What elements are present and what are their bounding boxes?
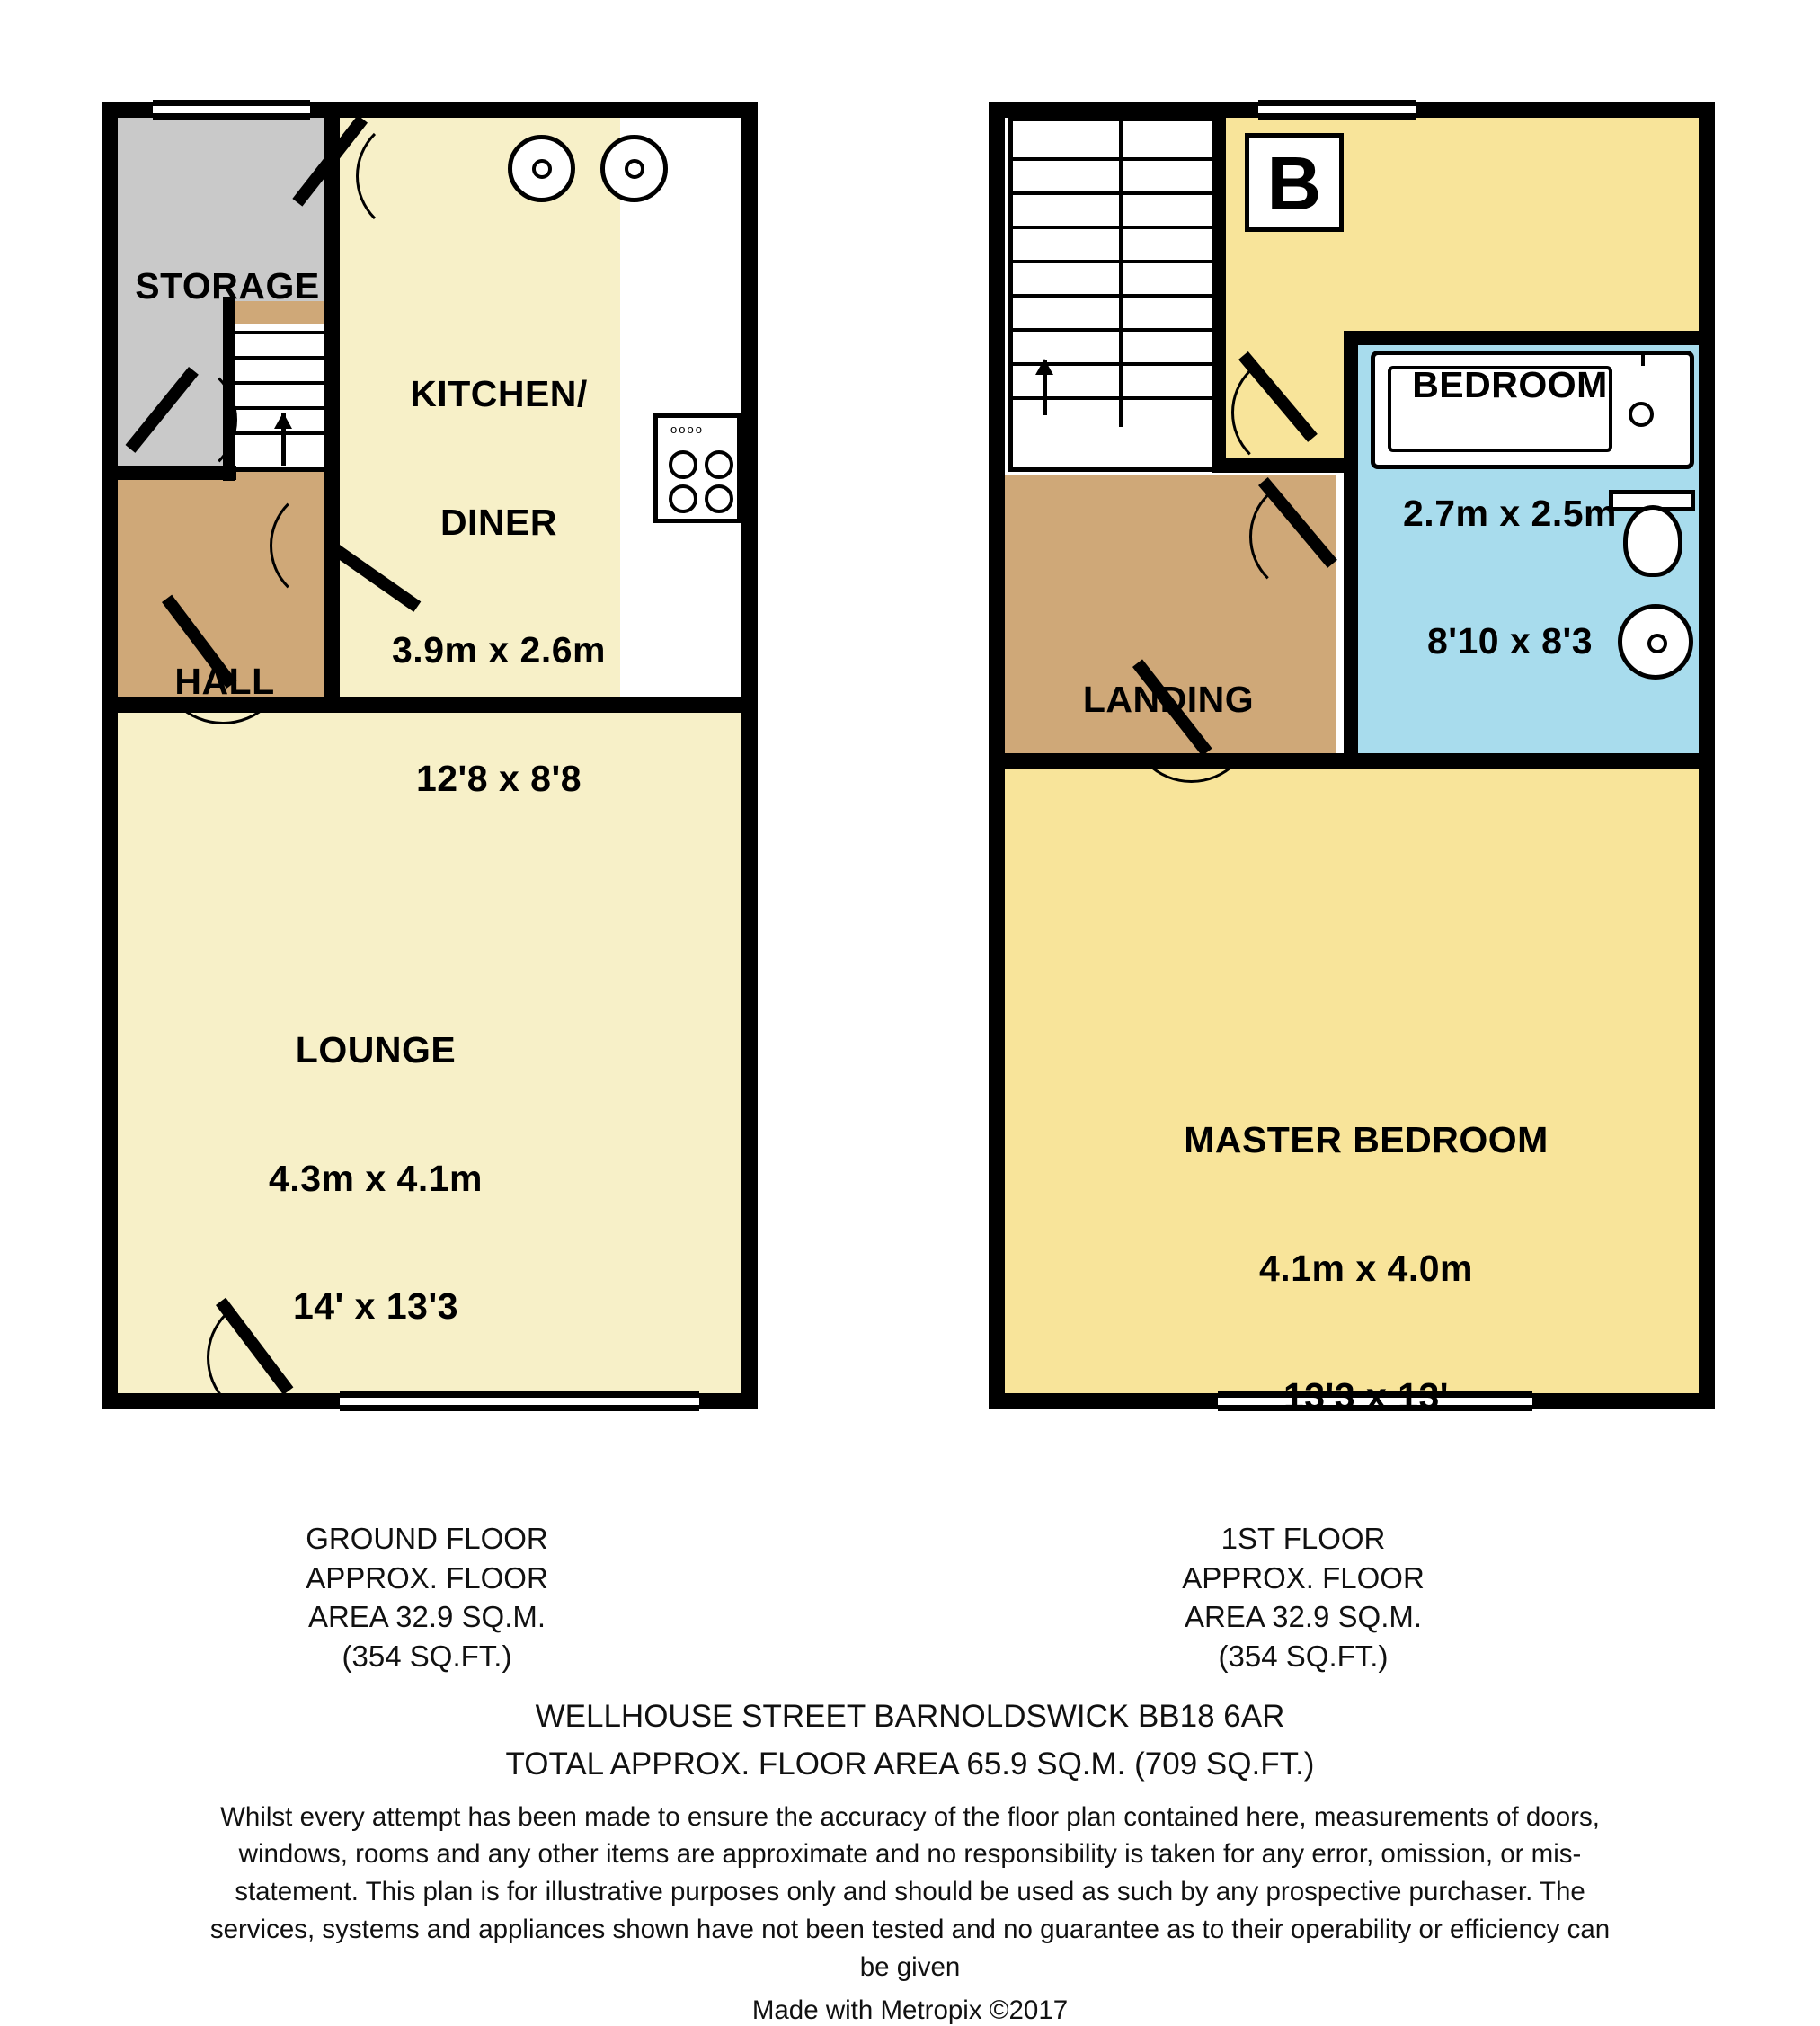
first-floor-summary-line-2: APPROX. FLOOR — [1182, 1560, 1425, 1595]
ground-floor-summary-line-1: GROUND FLOOR — [306, 1522, 548, 1555]
label-bedroom2: BEDROOM 2.7m x 2.5m 8'10 x 8'3 — [1403, 364, 1617, 662]
hob-appliance: oooo — [653, 413, 741, 523]
ground-floor-summary-line-3: AREA 32.9 SQ.M. — [307, 1600, 546, 1634]
total-floor-area: TOTAL APPROX. FLOOR AREA 65.9 SQ.M. (709 SQ.FT.) — [505, 1746, 1315, 1782]
stair-direction-arrow-ground — [281, 413, 286, 466]
label-kitchen-diner: KITCHEN/ DINER 3.9m x 2.6m 12'8 x 8'8 — [392, 373, 606, 800]
plan-footer — [0, 1519, 1820, 2026]
label-hall: HALL — [174, 661, 275, 703]
sink-basin-left — [508, 135, 575, 202]
staircase-first — [1008, 117, 1224, 472]
property-address: WELLHOUSE STREET BARNOLDSWICK BB18 6AR — [535, 1699, 1285, 1734]
first-floor-summary-line-1: 1ST FLOOR — [1221, 1522, 1386, 1555]
first-floor-summary-line-3: AREA 32.9 SQ.M. — [1184, 1600, 1423, 1634]
first-floor-summary-line-4: (354 SQ.FT.) — [1218, 1639, 1389, 1673]
floor-summaries — [0, 1519, 1820, 1690]
disclaimer-text: Whilst every attempt has been made to ensure the accuracy of the floor plan contained here, measurements of doors, windows, rooms and any other items are approximate and no responsibility is taken for any error, omission, or mis-statement. This plan is for illustrative purposes only and should be used as such by any prospective purchaser. The services, systems and appliances shown have not been tested and no guarantee as to their operability or efficiency can be given — [209, 1801, 1611, 1982]
floor-badge-b: B — [1245, 133, 1344, 232]
ground-floor-plan — [0, 0, 809, 1438]
ground-floor-summary-line-4: (354 SQ.FT.) — [342, 1639, 512, 1673]
first-floor-plan — [989, 0, 1820, 1438]
stair-direction-arrow-first — [1043, 360, 1047, 415]
ground-floor-summary-line-2: APPROX. FLOOR — [306, 1560, 548, 1595]
label-landing: LANDING — [1082, 679, 1255, 721]
wall-outer-right — [741, 102, 758, 1409]
door-arc-kitchen-front — [356, 115, 478, 237]
label-storage: STORAGE — [135, 265, 320, 307]
label-master-bedroom: MASTER BEDROOM 4.1m x 4.0m 13'3 x 13' — [1184, 1119, 1549, 1417]
sink-basin-right — [600, 135, 668, 202]
wall-bedroom2-left — [1212, 102, 1226, 470]
label-lounge: LOUNGE 4.3m x 4.1m 14' x 13'3 — [269, 1029, 483, 1328]
window-bedroom2-front — [1258, 100, 1416, 120]
ground-floor-summary — [139, 1519, 715, 1675]
credit-text: Made with Metropix ©2017 — [751, 1995, 1069, 2025]
window-storage-front — [153, 100, 310, 120]
first-floor-summary — [1016, 1519, 1591, 1675]
